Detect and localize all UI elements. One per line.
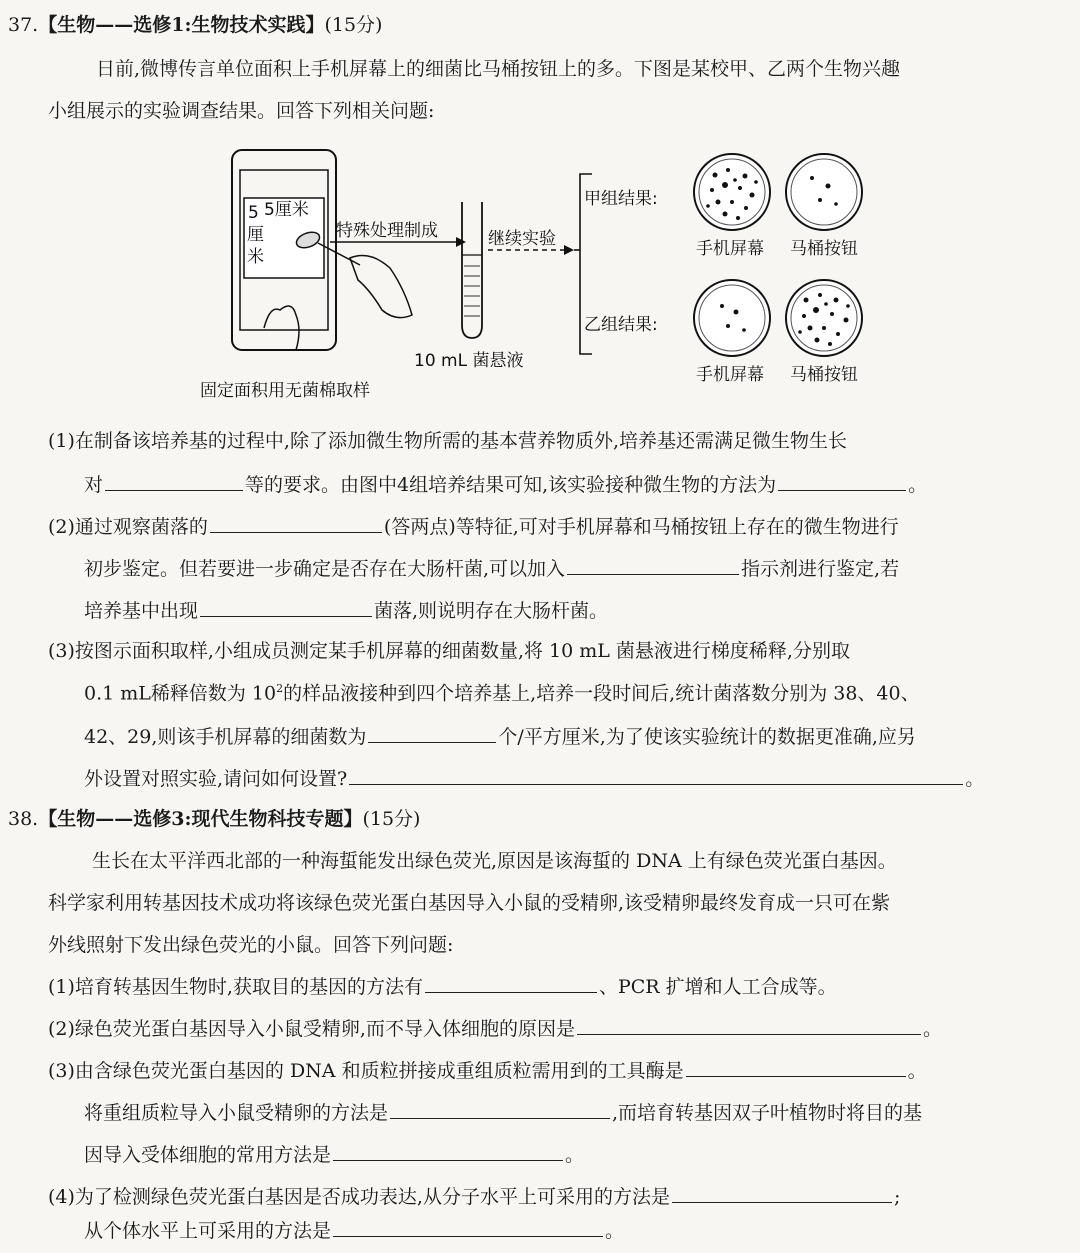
q37-part2-text-f: 菌落,则说明存在大肠杆菌。 xyxy=(374,600,609,622)
q38-number: 38. xyxy=(8,808,39,830)
arrowhead-1 xyxy=(456,237,466,247)
q37-part1-blank-1[interactable] xyxy=(105,472,243,491)
q37-part3-line4 xyxy=(84,766,984,791)
q37-part2-text-e: 培养基中出现 xyxy=(84,600,199,622)
q38-intro-line2: 科学家利用转基因技术成功将该绿色荧光蛋白基因导入小鼠的受精卵,该受精卵最终发育成一只可在紫 xyxy=(48,892,891,914)
q37-part2-text-a: (2)通过观察菌落的 xyxy=(48,516,208,538)
dish-a-phone-label: 手机屏幕 xyxy=(696,239,764,259)
dish-b-phone xyxy=(694,280,770,356)
q37-part3-text-b: 的样品液接种到四个培养基上,培养一段时间后,统计菌落数分别为 38、40、 xyxy=(283,682,920,705)
q37-part1-line2 xyxy=(84,472,927,497)
q38-part3-text-c: 将重组质粒导入小鼠受精卵的方法是 xyxy=(84,1102,389,1124)
q38-part1-text-a: (1)培育转基因生物时,获取目的基因的方法有 xyxy=(48,976,423,998)
q38-part3-text-d: ,而培育转基因双子叶植物时将目的基 xyxy=(612,1102,923,1124)
q38-part3-text-f: 。 xyxy=(565,1144,585,1166)
q37-part3-text-d: 个/平方厘米,为了使该实验统计的数据更准确,应另 xyxy=(498,726,916,748)
q37-part3-sup: 2 xyxy=(276,682,284,695)
q37-part3-line1: (3)按图示面积取样,小组成员测定某手机屏幕的细菌数量,将 10 mL 菌悬液进行梯度稀释,分别取 xyxy=(48,640,850,662)
q38-part4-line2 xyxy=(84,1218,624,1243)
q37-intro-line1: 日前,微博传言单位面积上手机屏幕上的细菌比马桶按钮上的多。下图是某校甲、乙两个生物兴趣 xyxy=(96,58,901,80)
q38-part1-text-b: 、PCR 扩增和人工合成等。 xyxy=(598,976,837,998)
q38-part3-blank-3[interactable] xyxy=(333,1142,563,1161)
dish-b-phone-label: 手机屏幕 xyxy=(696,365,764,385)
q38-part2 xyxy=(48,1016,942,1041)
q38-part4-text-b: ; xyxy=(893,1186,901,1208)
tube-label: 10 mL 菌悬液 xyxy=(414,351,524,371)
q38-part1 xyxy=(48,974,837,999)
q38-part3-blank-2[interactable] xyxy=(390,1100,610,1119)
q37-part3-blank-2[interactable] xyxy=(349,766,963,785)
q38-score: (15分) xyxy=(362,808,421,830)
q38-part3-text-a: (3)由含绿色荧光蛋白基因的 DNA 和质粒拼接成重组质粒需用到的工具酶是 xyxy=(48,1060,684,1082)
q38-part3-line2 xyxy=(84,1100,922,1125)
q37-number: 37. xyxy=(8,14,39,36)
q38-part2-text-b: 。 xyxy=(922,1018,942,1040)
q37-part1-line1: (1)在制备该培养基的过程中,除了添加微生物所需的基本营养物质外,培养基还需满足微生物生长 xyxy=(48,430,847,452)
q37-header xyxy=(8,14,382,37)
q37-part1-blank-2[interactable] xyxy=(778,472,906,491)
q37-part1-text-a: 对 xyxy=(84,474,104,496)
q38-title: 【生物——选修3:现代生物科技专题】 xyxy=(38,808,363,830)
size-label-side-2: 厘 xyxy=(247,225,264,245)
q38-part4-text-d: 。 xyxy=(605,1220,625,1242)
dish-b-toilet-label: 马桶按钮 xyxy=(790,365,858,385)
q37-part3-line2 xyxy=(84,682,920,705)
q37-part2-line2 xyxy=(84,556,899,581)
q37-part1-text-c: 。 xyxy=(908,474,928,496)
group-b-label: 乙组结果: xyxy=(584,315,658,335)
q37-part3-text-e: 外设置对照实验,请问如何设置? xyxy=(84,768,348,790)
q38-intro-line3: 外线照射下发出绿色荧光的小鼠。回答下列问题: xyxy=(48,934,454,956)
q37-part3-blank-1[interactable] xyxy=(368,724,496,743)
dish-a-toilet xyxy=(786,154,862,230)
q37-intro-line2: 小组展示的实验调查结果。回答下列相关问题: xyxy=(48,100,435,122)
arrowhead-2 xyxy=(564,245,574,255)
q38-part4-text-a: (4)为了检测绿色荧光蛋白基因是否成功表达,从分子水平上可采用的方法是 xyxy=(48,1186,670,1208)
q37-part3-text-a: 0.1 mL稀释倍数为 10 xyxy=(84,682,277,705)
q37-part2-line3 xyxy=(84,598,608,623)
size-label-side-3: 米 xyxy=(247,247,264,267)
dish-a-toilet-label: 马桶按钮 xyxy=(790,239,858,259)
group-a-label: 甲组结果: xyxy=(584,189,658,209)
q37-part3-line3 xyxy=(84,724,916,749)
q38-part3-text-e: 因导入受体细胞的常用方法是 xyxy=(84,1144,332,1166)
arrow1-label: 特殊处理制成 xyxy=(336,221,438,241)
q38-part3-blank-1[interactable] xyxy=(686,1058,906,1077)
dish-a-phone xyxy=(694,154,770,230)
q37-part3-text-c: 42、29,则该手机屏幕的细菌数为 xyxy=(84,726,367,748)
q37-part2-blank-3[interactable] xyxy=(200,598,372,617)
q37-part2-text-b: (答两点)等特征,可对手机屏幕和马桶按钮上存在的微生物进行 xyxy=(383,516,899,538)
q37-part2-blank-2[interactable] xyxy=(567,556,739,575)
q38-part2-blank[interactable] xyxy=(577,1016,921,1035)
arrow2-label: 继续实验 xyxy=(488,229,556,249)
dish-b-toilet xyxy=(786,280,862,356)
q38-part4-blank-1[interactable] xyxy=(672,1184,892,1203)
q37-part3-text-f: 。 xyxy=(965,768,985,790)
q38-part1-blank[interactable] xyxy=(425,974,597,993)
q37-score: (15分) xyxy=(324,14,383,36)
q38-intro-line1: 生长在太平洋西北部的一种海蜇能发出绿色荧光,原因是该海蜇的 DNA 上有绿色荧光蛋白基因。 xyxy=(92,850,897,872)
q37-part2-blank-1[interactable] xyxy=(210,514,382,533)
q38-part2-text-a: (2)绿色荧光蛋白基因导入小鼠受精卵,而不导入体细胞的原因是 xyxy=(48,1018,575,1040)
q37-title: 【生物——选修1:生物技术实践】 xyxy=(38,14,325,36)
q38-part4-line1 xyxy=(48,1184,900,1209)
size-label-top: 5厘米 xyxy=(264,200,309,220)
q38-part4-text-c: 从个体水平上可采用的方法是 xyxy=(84,1220,332,1242)
size-label-side-1: 5 xyxy=(248,203,259,223)
q37-part2-line1 xyxy=(48,514,899,539)
phone-caption: 固定面积用无菌棉取样 xyxy=(200,381,370,401)
q38-part3-text-b: 。 xyxy=(907,1060,927,1082)
q38-part3-line1 xyxy=(48,1058,927,1083)
q38-part3-line3 xyxy=(84,1142,584,1167)
test-tube xyxy=(462,202,482,338)
q37-part2-text-d: 指示剂进行鉴定,若 xyxy=(741,558,900,580)
q38-part4-blank-2[interactable] xyxy=(333,1218,603,1237)
q37-part2-text-c: 初步鉴定。但若要进一步确定是否存在大肠杆菌,可以加入 xyxy=(84,558,566,580)
experiment-figure xyxy=(200,140,900,410)
q37-part1-text-b: 等的要求。由图中4组培养结果可知,该实验接种微生物的方法为 xyxy=(245,474,777,496)
q38-header xyxy=(8,808,420,831)
